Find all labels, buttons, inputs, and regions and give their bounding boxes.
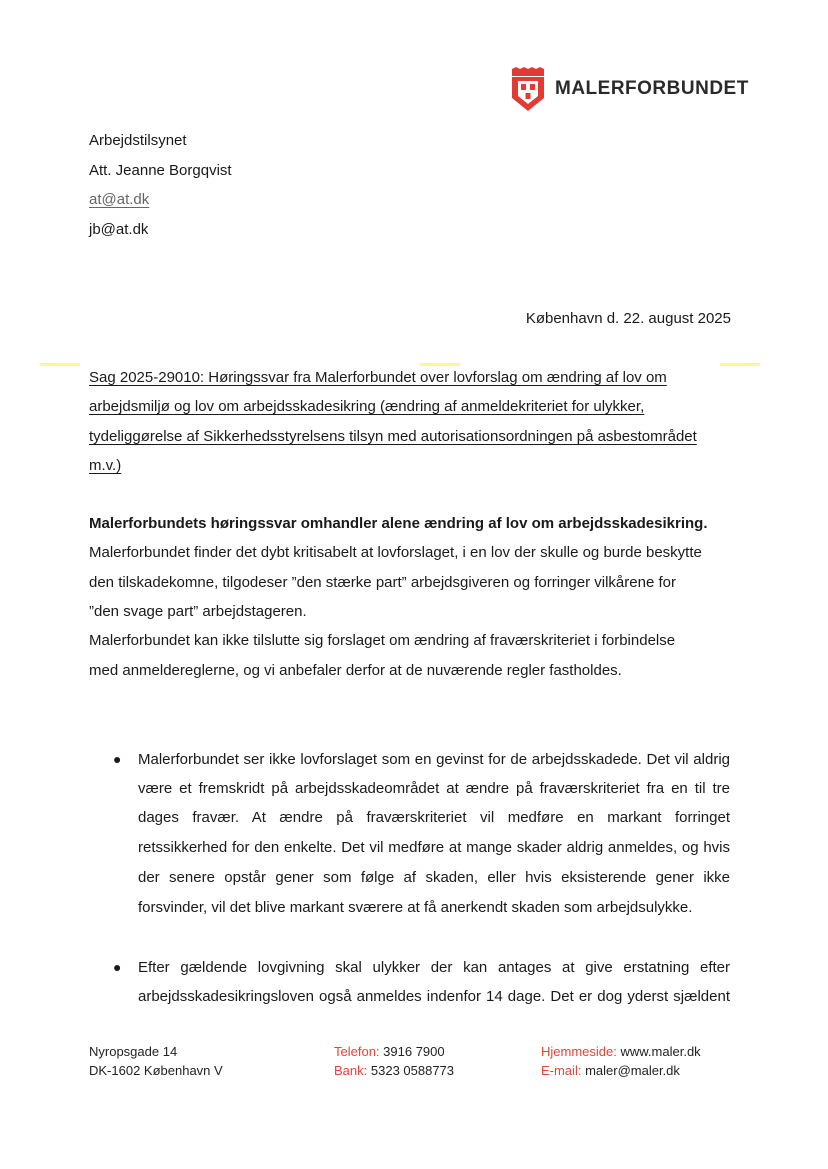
subject-line: arbejdsmiljø og lov om arbejdsskadesikring (ændring af anmeldekriteriet for ulykker, <box>89 398 645 415</box>
subject-line: Sag 2025-29010: Høringssvar fra Malerforbundet over lovforslag om ændring af lov om <box>89 369 667 386</box>
intro-line: med anmeldereglerne, og vi anbefaler derfor at de nuværende regler fastholdes. <box>89 662 622 679</box>
bullet-line: retssikkerhed for den enkelte. Det vil medføre at mange skader aldrig anmeldes, og hvis <box>138 839 730 856</box>
intro-line: Malerforbundet kan ikke tilslutte sig forslaget om ændring af fraværskriteriet i forbindelse <box>89 632 676 649</box>
footer-address <box>89 1042 223 1080</box>
malerforbundet-logo <box>511 66 749 112</box>
web-label: Hjemmeside: <box>541 1044 617 1059</box>
bullet-line: Efter gældende lovgivning skal ulykker der kan antages at give erstatning efter <box>138 959 730 976</box>
intro-heading: Malerforbundets høringssvar omhandler alene ændring af lov om arbejdsskadesikring. <box>89 515 708 532</box>
subject-line: tydeliggørelse af Sikkerhedsstyrelsens tilsyn med autorisationsordningen på asbestområdet <box>89 428 697 445</box>
highlight-mark <box>720 363 760 366</box>
bullet-line: der senere opstår gener som følge af skaden, eller hvis eksisterende gener ikke <box>138 869 730 886</box>
footer-street: Nyropsgade 14 <box>89 1044 178 1059</box>
subject-line: m.v.) <box>89 457 122 474</box>
phone-number: 3916 7900 <box>383 1044 445 1059</box>
footer-email-link[interactable]: maler@maler.dk <box>585 1063 680 1078</box>
intro-line: Malerforbundet finder det dybt kritisabelt at lovforslaget, i en lov der skulle og burde beskytte <box>89 544 702 561</box>
footer-city: DK-1602 København V <box>89 1063 223 1078</box>
footer-web <box>541 1042 701 1080</box>
email-link[interactable]: at@at.dk <box>89 191 150 208</box>
bank-label: Bank: <box>334 1063 368 1078</box>
bullet-line: arbejdsskadesikringsloven også anmeldes indenfor 14 dage. Det er dog yderst sjældent <box>138 988 730 1005</box>
bank-number: 5323 0588773 <box>370 1063 455 1078</box>
letter-date: København d. 22. august 2025 <box>525 310 731 327</box>
email-label: E-mail: <box>541 1063 582 1078</box>
logo-text: MALERFORBUNDET <box>555 78 749 99</box>
shield-icon <box>511 66 545 112</box>
email-text: jb@at.dk <box>89 221 149 238</box>
bullet-line: forsvinder, vil det blive markant sværere at få anerkendt skaden som arbejdsulykke. <box>138 899 693 916</box>
phone-label: Telefon: <box>334 1044 380 1059</box>
footer-contact <box>334 1042 454 1080</box>
highlight-mark <box>40 363 80 366</box>
website-link[interactable]: www.maler.dk <box>620 1044 701 1059</box>
bullet-icon: ● <box>113 959 122 975</box>
bullet-line: dages fravær. At ændre på fraværskriteriet vil medføre en markant forringet <box>138 809 730 826</box>
bullet-line: være et fremskridt på arbejdsskadeområdet at ændre på fraværskriteriet fra en til tre <box>138 780 730 797</box>
recipient-name: Arbejdstilsynet <box>89 132 187 149</box>
bullet-line: Malerforbundet ser ikke lovforslaget som en gevinst for de arbejdsskadede. Det vil aldrig <box>138 751 730 768</box>
intro-line: den tilskadekomne, tilgodeser ”den stærke part” arbejdsgiveren og forringer vilkårene for <box>89 574 676 591</box>
bullet-icon: ● <box>113 751 122 767</box>
intro-line: ”den svage part” arbejdstageren. <box>89 603 307 620</box>
recipient-attention: Att. Jeanne Borgqvist <box>89 162 232 179</box>
highlight-mark <box>420 363 460 366</box>
